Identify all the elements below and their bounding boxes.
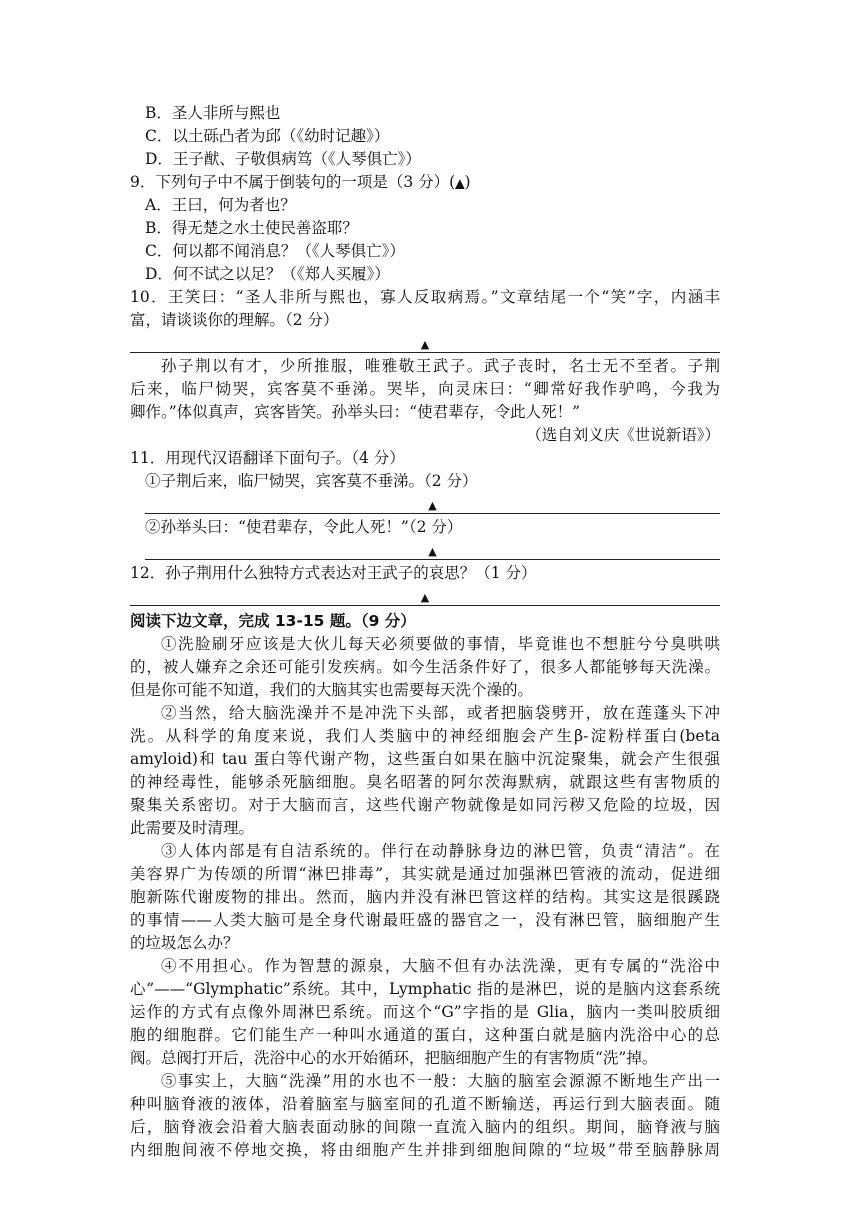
answer-marker: ▲ — [420, 338, 430, 351]
paragraph-line: 但是你可能不知道，我们的大脑其实也需要每天洗个澡的。 — [130, 681, 534, 699]
option-c-top: C．以土砾凸者为邱（《幼时记趣》） — [145, 127, 390, 145]
passage-source: （选自刘义庆《世说新语》） — [526, 426, 720, 444]
answer-marker: ▲ — [455, 176, 465, 190]
paragraph-line: amyloid)和 tau 蛋白等代谢产物，这些蛋白如果在脑中沉淀聚集，就会产生很强 — [130, 750, 720, 768]
paragraph-line: 的垃圾怎么办？ — [130, 934, 239, 952]
question-11-item2: ②孙举头曰：“使君辈存，令此人死！”（2 分） — [145, 518, 463, 536]
paragraph-5 — [130, 1070, 720, 1162]
answer-line-q11-1[interactable] — [145, 493, 720, 514]
question-12-stem: 12．孙子荆用什么独特方式表达对王武子的哀思？（1 分） — [130, 564, 537, 582]
paragraph-line: 洗。从科学的角度来说，我们人类脑中的神经细胞会产生β-淀粉样蛋白(beta — [130, 727, 720, 745]
question-9-option-d: D．何不试之以足？（《郑人买履》） — [145, 265, 390, 283]
passage-line: 孙子荆以有才，少所推服，唯雅敬王武子。武子丧时，名士无不至者。子荆 — [161, 357, 720, 375]
question-10-line2: 富，请谈谈你的理解。（2 分） — [130, 311, 339, 329]
paragraph-line: 胞新陈代谢废物的排出。然而，脑内并没有淋巴管这样的结构。其实这是很蹊跷 — [130, 888, 720, 906]
question-11-item1: ①子荆后来，临尸恸哭，宾客莫不垂涕。（2 分） — [145, 472, 478, 490]
paragraph-line: 胞的细胞群。它们能生产一种叫水通道的蛋白，这种蛋白就是脑内洗浴中心的总 — [130, 1026, 720, 1044]
paragraph-1 — [130, 633, 720, 702]
answer-line-q12[interactable] — [130, 585, 720, 606]
paragraph-line: 的，被人嫌弃之余还可能引发疾病。如今生活条件好了，很多人都能够每天洗澡。 — [130, 658, 720, 676]
option-d-top: D．王子猷、子敬俱病笃（《人琴俱亡》） — [145, 150, 421, 168]
paragraph-4 — [130, 955, 720, 1070]
paragraph-line: 心”——“Glymphatic”系统。其中，Lymphatic 指的是淋巴，说的是脑内这套系统 — [130, 980, 720, 998]
passage-line: 后来，临尸恸哭，宾客莫不垂涕。哭毕，向灵床曰：“卿常好我作驴鸣，今我为 — [130, 380, 720, 398]
paragraph-line: 后，脑脊液会沿着大脑表面动脉的间隙一直流入脑内的组织。期间，脑脊液与脑 — [130, 1118, 720, 1136]
answer-line-q10[interactable] — [130, 332, 720, 353]
question-10-line1: 10．王笑曰：“圣人非所与熙也，寡人反取病焉。”文章结尾一个“笑”字，内涵丰 — [130, 288, 720, 306]
paragraph-line: ③人体内部是有自洁系统的。伴行在动静脉身边的淋巴管，负责“清洁”。在 — [161, 842, 720, 860]
question-9-option-a: A．王曰，何为者也？ — [145, 196, 296, 214]
exam-page — [130, 102, 720, 1162]
question-9-stem: 9．下列句子中不属于倒装句的一项是（3 分）(▲) — [130, 173, 471, 191]
paragraph-line: 聚集关系密切。对于大脑而言，这些代谢产物就像是如同污秽又危险的垃圾，因 — [130, 796, 720, 814]
paragraph-line: ④不用担心。作为智慧的源泉，大脑不但有办法洗澡，更有专属的“洗浴中 — [161, 957, 720, 975]
paragraph-line: 阀。总阀打开后，洗浴中心的水开始循环，把脑细胞产生的有害物质“洗”掉。 — [130, 1049, 658, 1067]
paragraph-line: 此需要及时清理。 — [130, 819, 255, 837]
question-9-option-c: C．何以都不闻消息？（《人琴俱亡》） — [145, 242, 405, 260]
paragraph-line: ②当然，给大脑洗澡并不是冲洗下头部，或者把脑袋劈开，放在莲蓬头下冲 — [161, 704, 720, 722]
paragraph-line: 美容界广为传颂的所谓“淋巴排毒”，其实就是通过加强淋巴管液的流动，促进细 — [130, 865, 720, 883]
answer-marker: ▲ — [428, 499, 437, 512]
paragraph-line: 的事情——人类大脑可是全身代谢最旺盛的器官之一，没有淋巴管，脑细胞产生 — [130, 911, 720, 929]
option-b-top: B．圣人非所与熙也 — [145, 104, 281, 122]
question-11-stem: 11．用现代汉语翻译下面句子。（4 分） — [130, 449, 405, 467]
paragraph-line: 的神经毒性，能够杀死脑细胞。臭名昭著的阿尔茨海默病，就跟这些有害物质的 — [130, 773, 720, 791]
answer-marker: ▲ — [420, 591, 430, 604]
paragraph-3 — [130, 840, 720, 955]
answer-marker: ▲ — [428, 545, 437, 558]
paragraph-2 — [130, 702, 720, 840]
reading-heading: 阅读下边文章，完成 13-15 题。（9 分） — [130, 612, 416, 630]
paragraph-line: ①洗脸刷牙应该是大伙儿每天必须要做的事情，毕竟谁也不想脏兮兮臭哄哄 — [161, 635, 720, 653]
paragraph-line: 内细胞间液不停地交换，将由细胞产生并排到细胞间隙的“垃圾”带至脑静脉周 — [130, 1141, 720, 1159]
question-9-option-b: B．得无楚之水土使民善盗耶？ — [145, 219, 358, 237]
paragraph-line: ⑤事实上，大脑“洗澡”用的水也不一般：大脑的脑室会源源不断地生产出一 — [161, 1072, 720, 1090]
passage-line: 卿作。”体似真声，宾客皆笑。孙举头曰：“使君辈存，令此人死！” — [130, 403, 581, 421]
paragraph-line: 运作的方式有点像外周淋巴系统。而这个“G”字指的是 Glia，脑内一类叫胶质细 — [130, 1003, 720, 1021]
answer-line-q11-2[interactable] — [145, 539, 720, 560]
paragraph-line: 种叫脑脊液的液体，沿着脑室与脑室间的孔道不断输送，再运行到大脑表面。随 — [130, 1095, 720, 1113]
